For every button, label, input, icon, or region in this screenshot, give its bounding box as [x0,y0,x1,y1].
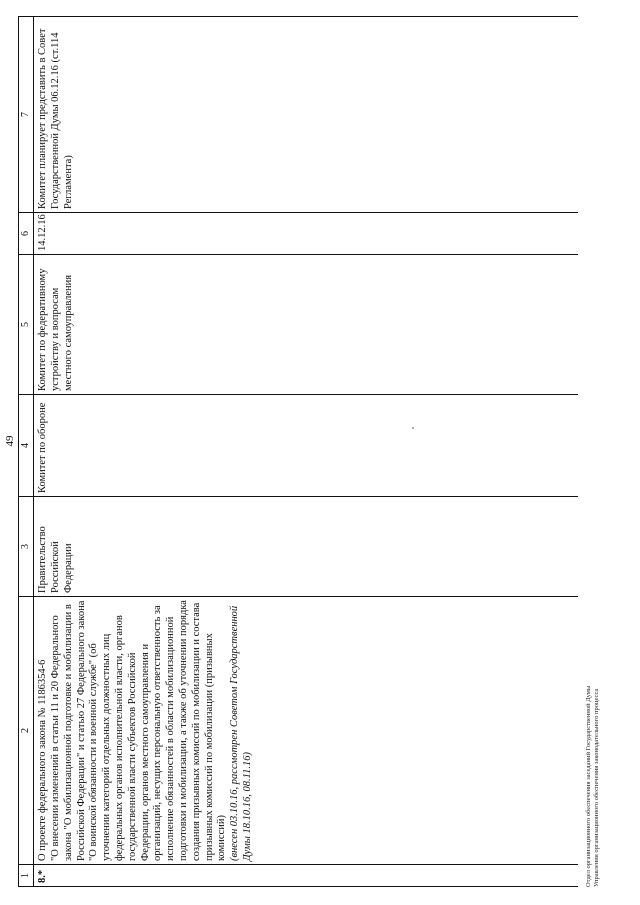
col-header-3: 3 [19,497,34,597]
table-row [34,17,579,887]
project-cell [34,597,579,865]
col-header-6: 6 [19,213,34,255]
project-description: "О внесении изменений в статьи 11 и 20 Федерального закона "О мобилизационной подготовке и мобилизации в Российской Федерации" и статью 27 Федерального закона "О воинской обязанности и военной службе" (об уточнении категорий отдельных должностных лиц федеральных органов исполнительной власти, органов государственной власти субъектов Российской Федерации, органов местного самоуправления и организаций, несущих персональную ответственность за исполнение обязанностей в области мобилизационной подготовки и мобилизации, а также об уточнении порядка создания призывных комиссий по мобилизации и состава призывных комиссий по мобилизации (призывных комиссий) [49,600,228,861]
scan-speck [412,427,414,429]
responsible-committee-cell: Комитет по федеративному устройству и вопросам местного самоуправления [34,255,579,395]
remark-cell: Комитет планирует представить в Совет Государственной Думы 06.12.16 (ст.114 Регламента) [34,17,579,213]
footer [585,467,601,887]
col-header-4: 4 [19,395,34,497]
legislation-table [18,16,578,887]
footer-line-1: Отдел организационного обеспечения заседаний Государственной Думы [585,685,592,887]
col-header-2: 2 [19,597,34,865]
page-number: 49 [4,435,16,447]
author-cell: Правительство Российской Федерации [34,497,579,597]
col-header-7: 7 [19,17,34,213]
footer-line-2: Управления организационного обеспечения законодательного процесса [593,688,601,887]
co-committee-cell: Комитет по обороне [34,395,579,497]
column-number-row [19,17,34,887]
col-header-1: 1 [19,865,34,887]
row-number-cell [34,865,579,887]
project-title: О проекте федерального закона № 1186354-6 [37,659,49,861]
col-header-5: 5 [19,255,34,395]
date-cell: 14.12.16 [34,213,579,255]
project-note: (внесен 03.10.16, рассмотрен Советом Государственной Думы 18.10.16, 08.11.16) [229,605,253,861]
row-number: 8.* [37,869,49,883]
